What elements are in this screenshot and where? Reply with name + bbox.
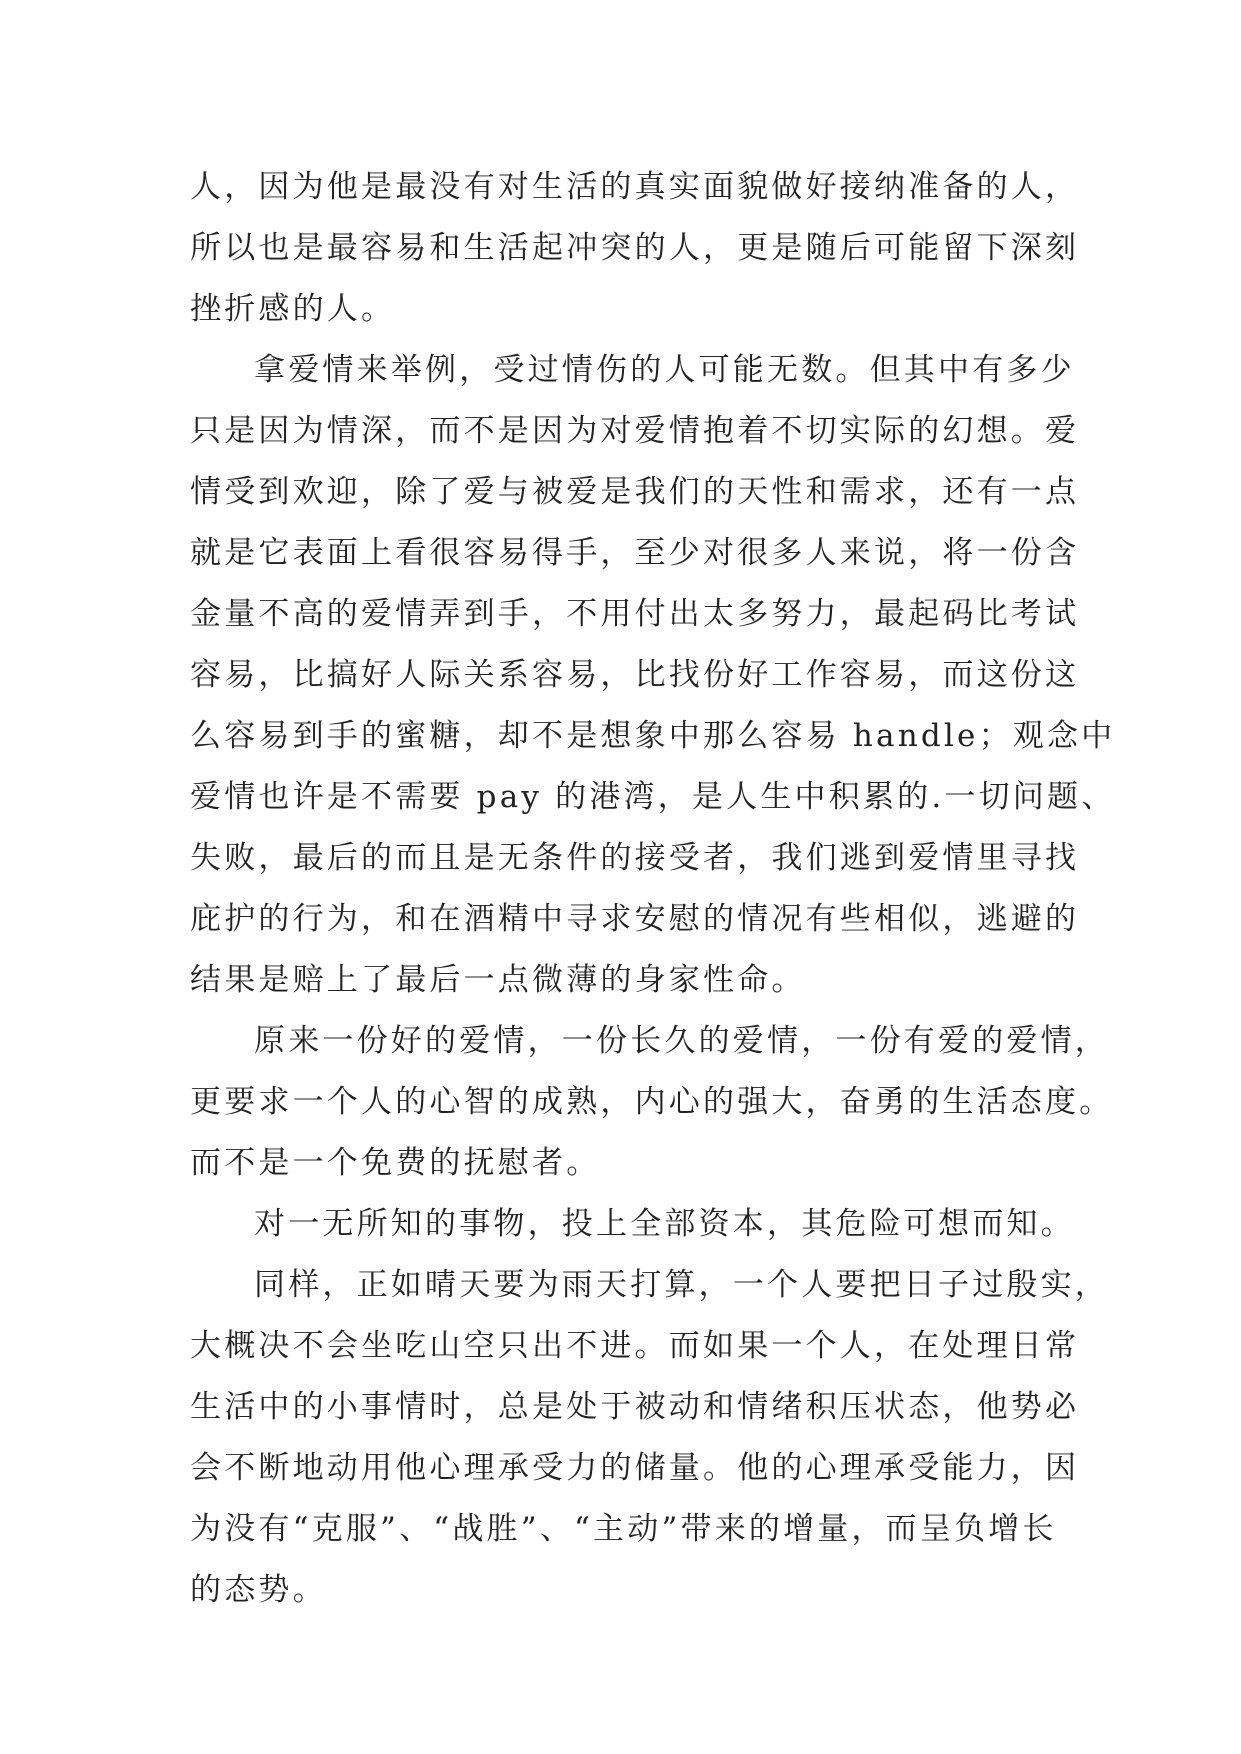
document-body bbox=[190, 157, 1116, 1621]
paragraph-2-line-4: 就是它表面上看很容易得手，至少对很多人来说，将一份含 bbox=[190, 535, 1080, 571]
paragraph-2-line-6: 容易，比搞好人际关系容易，比找份好工作容易，而这份这 bbox=[190, 657, 1080, 693]
paragraph-4-line-1: 对一无所知的事物，投上全部资本，其危险可想而知。 bbox=[254, 1206, 1075, 1242]
paragraph-2-line-8: 爱情也许是不需要 pay 的港湾，是人生中积累的.一切问题、 bbox=[190, 779, 1116, 815]
paragraph-2-line-5: 金量不高的爱情弄到手，不用付出太多努力，最起码比考试 bbox=[190, 596, 1080, 632]
paragraph-5-line-3: 生活中的小事情时，总是处于被动和情绪积压状态，他势必 bbox=[190, 1389, 1080, 1425]
paragraph-3-line-2: 更要求一个人的心智的成熟，内心的强大，奋勇的生活态度。 bbox=[190, 1084, 1114, 1120]
paragraph-2 bbox=[190, 340, 1116, 1011]
paragraph-1-line-1: 人，因为他是最没有对生活的真实面貌做好接纳准备的人， bbox=[190, 169, 1080, 205]
paragraph-5-line-5: 为没有“克服”、“战胜”、“主动”带来的增量，而呈负增长 bbox=[190, 1511, 1057, 1547]
paragraph-3-line-1: 原来一份好的爱情，一份长久的爱情，一份有爱的爱情， bbox=[254, 1023, 1109, 1059]
paragraph-3 bbox=[190, 1011, 1114, 1194]
paragraph-1 bbox=[190, 157, 1080, 340]
paragraph-5-line-4: 会不断地动用他心理承受力的储量。他的心理承受能力，因 bbox=[190, 1450, 1080, 1486]
paragraph-1-line-2: 所以也是最容易和生活起冲突的人，更是随后可能留下深刻 bbox=[190, 230, 1080, 266]
paragraph-2-line-7: 么容易到手的蜜糖，却不是想象中那么容易 handle；观念中 bbox=[190, 718, 1116, 754]
paragraph-5-line-2: 大概决不会坐吃山空只出不进。而如果一个人，在处理日常 bbox=[190, 1328, 1080, 1364]
paragraph-2-line-10: 庇护的行为，和在酒精中寻求安慰的情况有些相似，逃避的 bbox=[190, 901, 1080, 937]
paragraph-2-line-1: 拿爱情来举例，受过情伤的人可能无数。但其中有多少 bbox=[254, 352, 1075, 388]
paragraph-5 bbox=[190, 1255, 1109, 1621]
paragraph-1-line-3: 挫折感的人。 bbox=[190, 291, 396, 327]
paragraph-4 bbox=[190, 1194, 1075, 1255]
paragraph-2-line-2: 只是因为情深，而不是因为对爱情抱着不切实际的幻想。爱 bbox=[190, 413, 1080, 449]
paragraph-5-line-6: 的态势。 bbox=[190, 1572, 327, 1608]
paragraph-2-line-11: 结果是赔上了最后一点微薄的身家性命。 bbox=[190, 962, 806, 998]
paragraph-2-line-3: 情受到欢迎，除了爱与被爱是我们的天性和需求，还有一点 bbox=[190, 474, 1080, 510]
paragraph-2-line-9: 失败，最后的而且是无条件的接受者，我们逃到爱情里寻找 bbox=[190, 840, 1080, 876]
paragraph-5-line-1: 同样，正如晴天要为雨天打算，一个人要把日子过殷实， bbox=[254, 1267, 1109, 1303]
paragraph-3-line-3: 而不是一个免费的抚慰者。 bbox=[190, 1145, 601, 1181]
